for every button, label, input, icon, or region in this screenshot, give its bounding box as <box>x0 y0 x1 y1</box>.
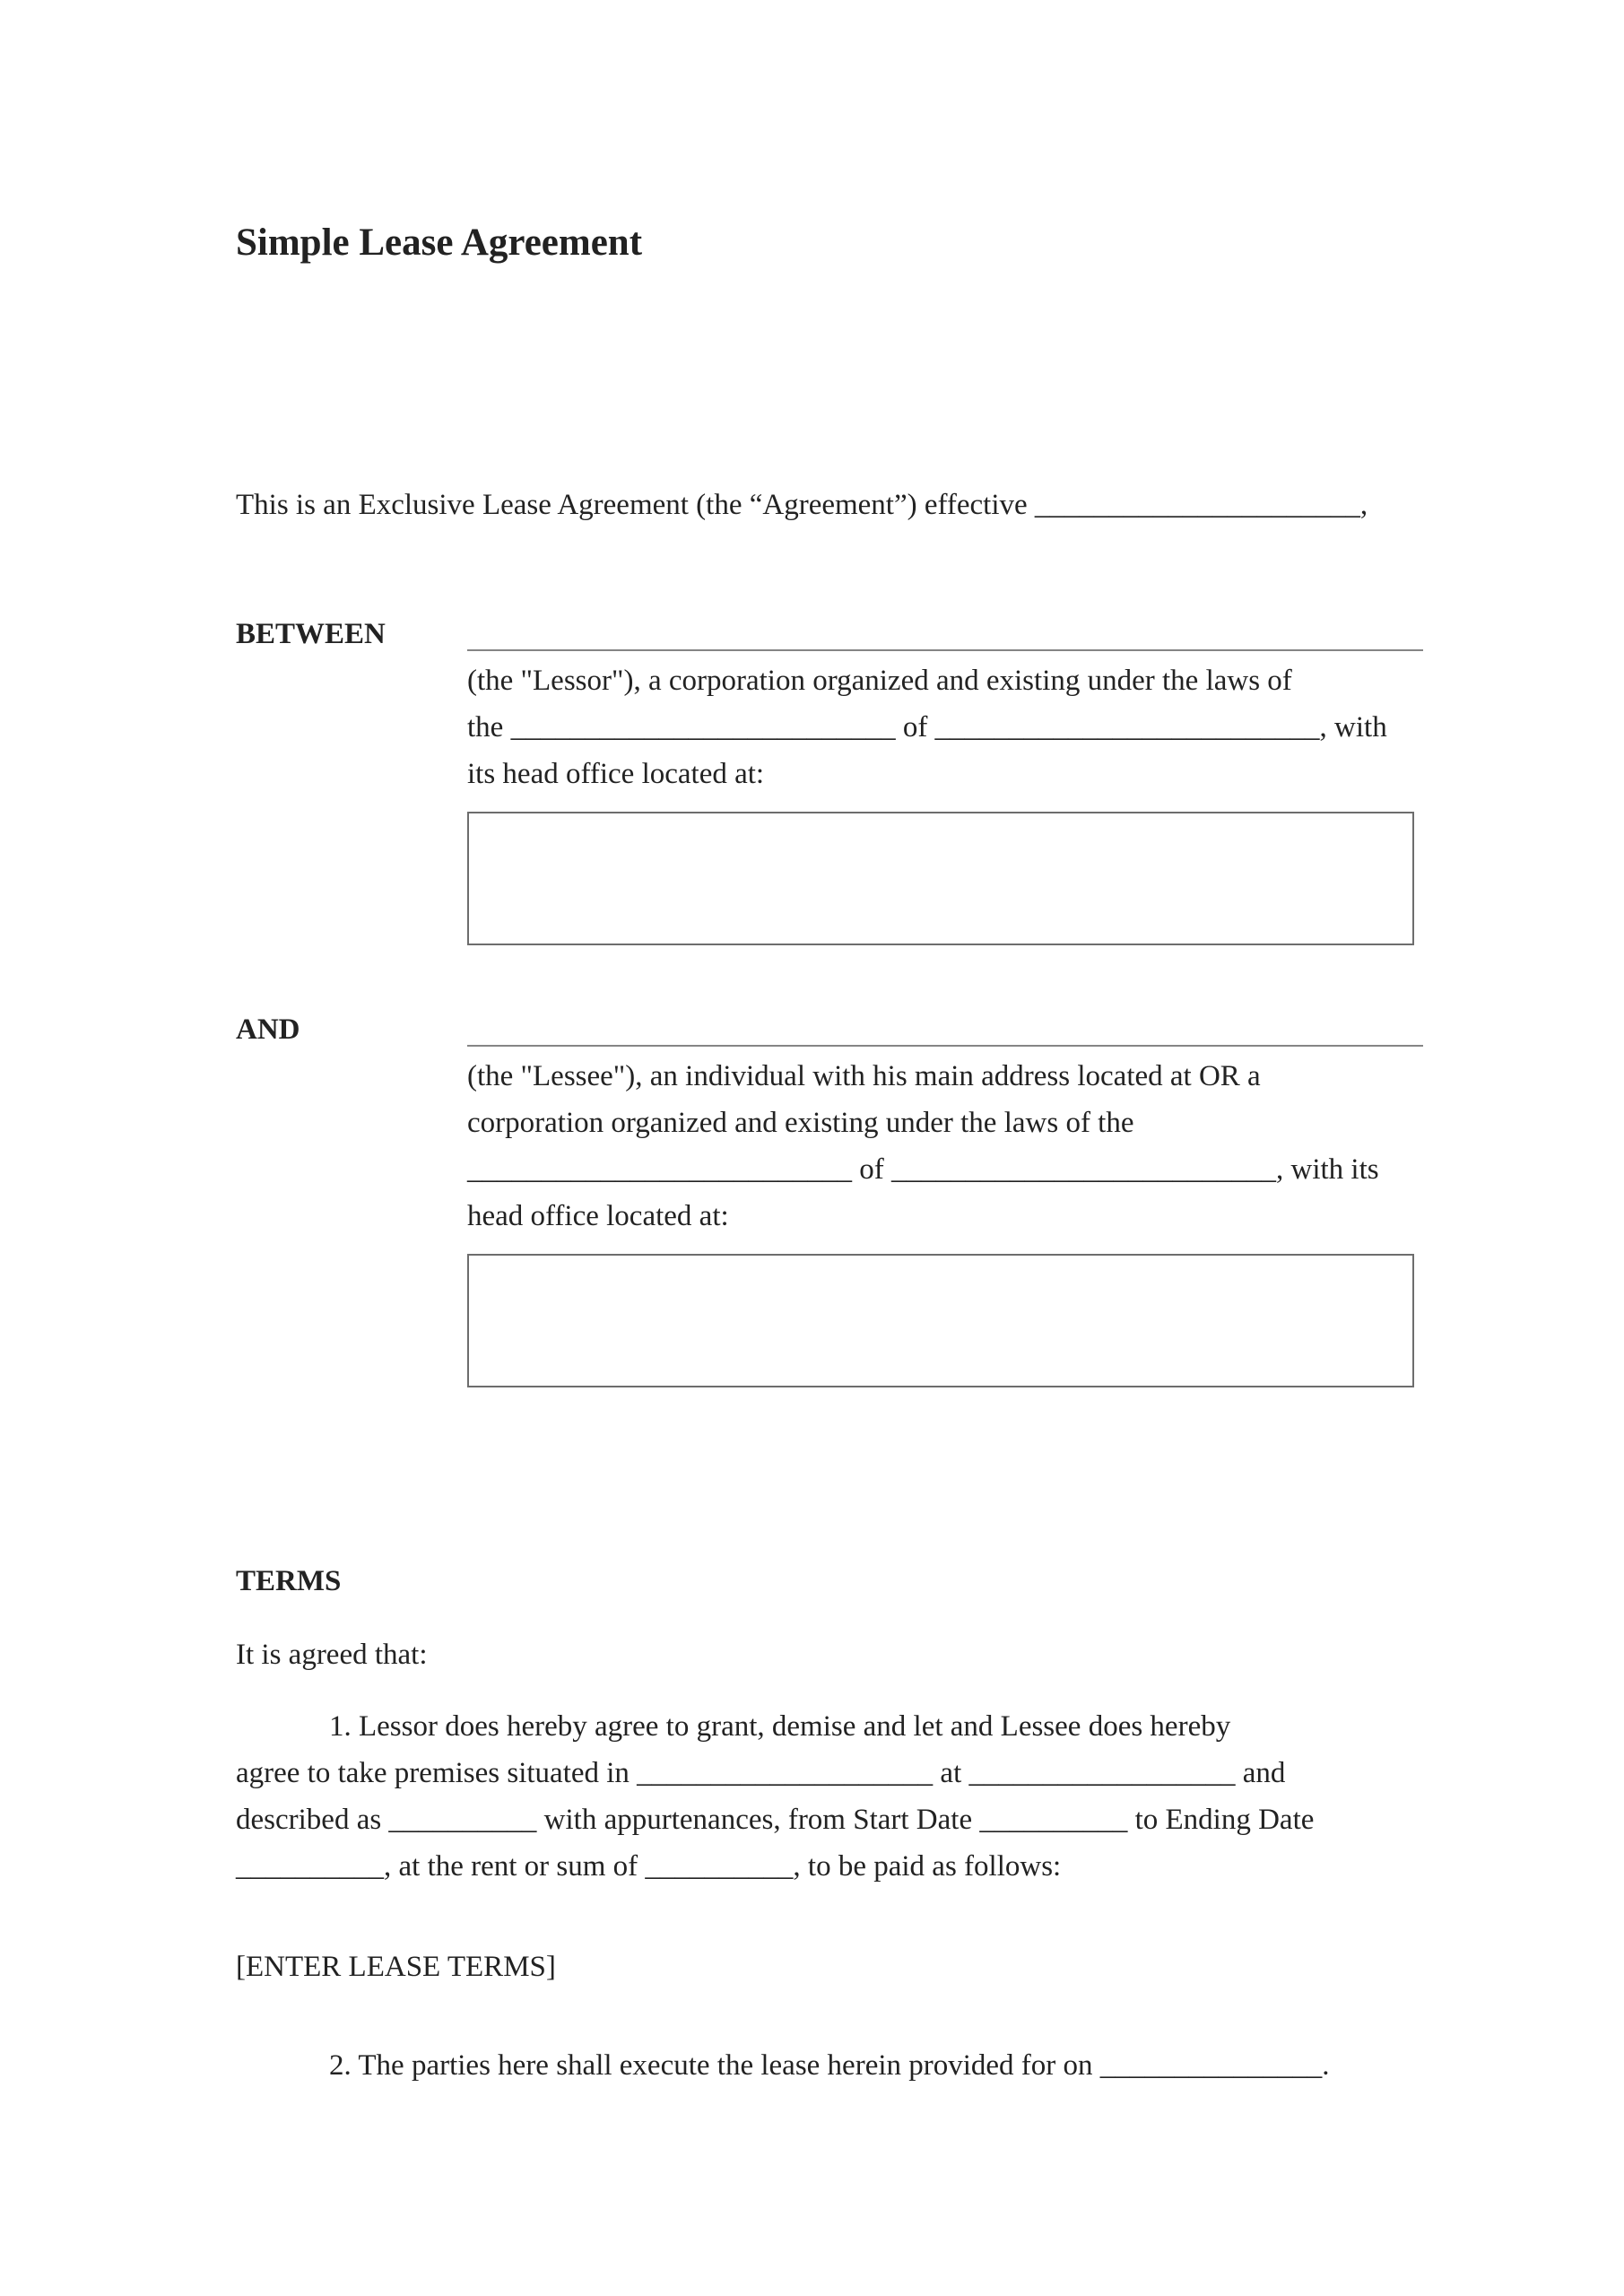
document-title: Simple Lease Agreement <box>236 222 643 264</box>
clause-2-line-1: 2. The parties here shall execute the lease herein provided for on _______________. <box>329 2049 1330 2082</box>
and-row <box>236 1006 1423 1053</box>
lessee-line-4: head office located at: <box>467 1200 729 1232</box>
lessor-line-2: the __________________________ of __________________________, with <box>467 711 1387 744</box>
lessor-address-box[interactable] <box>467 812 1414 945</box>
lessee-address-box[interactable] <box>467 1254 1414 1387</box>
lessee-line-1: (the "Lessee"), an individual with his main address located at OR a <box>467 1060 1261 1092</box>
clause-1 <box>236 1703 1423 1890</box>
between-label: BETWEEN <box>236 618 386 650</box>
lessor-name-field[interactable] <box>467 611 1423 651</box>
agreed-line: It is agreed that: <box>236 1639 428 1671</box>
intro-paragraph: This is an Exclusive Lease Agreement (the “Agreement”) effective ______________________, <box>236 489 1368 521</box>
enter-lease-terms-placeholder: [ENTER LEASE TERMS] <box>236 1951 556 1983</box>
lessor-details <box>467 657 1423 945</box>
terms-heading: TERMS <box>236 1565 342 1597</box>
clause-1-line-4: __________, at the rent or sum of __________, to be paid as follows: <box>236 1850 1062 1883</box>
and-label: AND <box>236 1013 300 1046</box>
lessor-line-1: (the "Lessor"), a corporation organized and existing under the laws of <box>467 665 1292 697</box>
clause-1-line-1: 1. Lessor does hereby agree to grant, demise and let and Lessee does hereby <box>329 1710 1231 1743</box>
lessee-name-field[interactable] <box>467 1006 1423 1047</box>
lessee-line-3: __________________________ of __________________________, with its <box>467 1153 1379 1186</box>
lessee-line-2: corporation organized and existing under the laws of the <box>467 1107 1134 1139</box>
between-row <box>236 611 1423 657</box>
clause-1-line-2: agree to take premises situated in ____________________ at __________________ and <box>236 1757 1286 1789</box>
lessor-line-3: its head office located at: <box>467 758 765 790</box>
clause-2 <box>236 2042 1423 2089</box>
clause-1-line-3: described as __________ with appurtenances, from Start Date __________ to Ending Date <box>236 1804 1315 1836</box>
lessee-details <box>467 1053 1423 1387</box>
